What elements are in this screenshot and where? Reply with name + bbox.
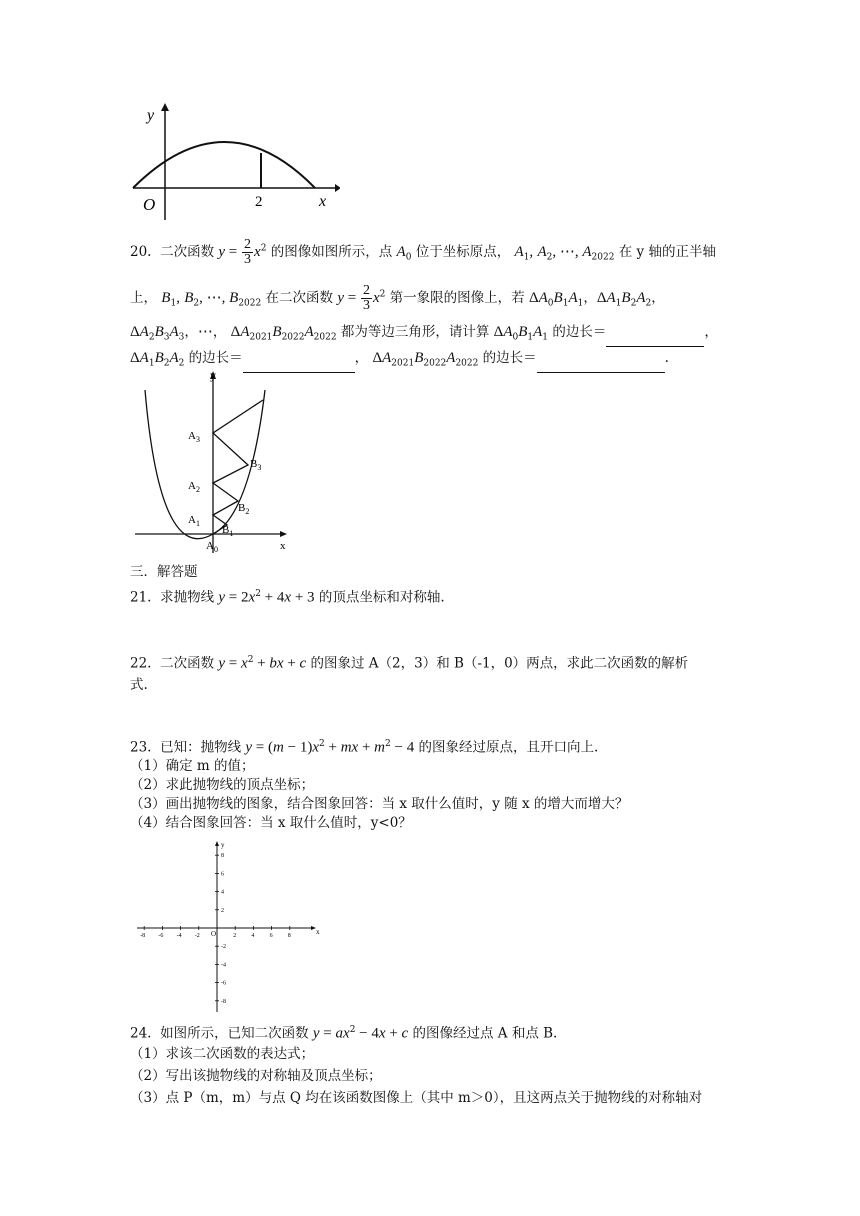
text: ， [212,324,227,340]
parabola-curve [133,142,315,188]
section-heading: 三．解答题 [130,564,198,580]
label-a1: $A_1$ [188,514,200,528]
text: 的边长＝ [188,350,243,366]
q21: 21. 求抛物线 $y = 2x^2 + 4x + 3$ 的顶点坐标和对称轴. [130,589,445,606]
coordinate-grid [135,838,325,1014]
label-b1: $B_1$ [222,524,234,538]
text: ， [583,290,597,306]
x-tick-label: 6 [269,933,273,939]
text: 的边长＝ [482,350,537,366]
tick-label-2: 2 [255,194,263,210]
text: 已知：抛物线 [160,739,242,756]
q23-line1: 23. 已知：抛物线 $y = (m - 1)x^2$ + mx + $m^2 - 4$ 的图象经过原点，且开口向上. [130,739,599,756]
text: 都为等边三角形，请计算 [340,324,490,340]
x-tick-label: 8 [287,933,291,939]
answer-blank[interactable] [606,332,704,347]
q23-item-2: （2）求此抛物线的顶点坐标； [130,777,315,793]
text: 求抛物线 [160,589,215,606]
answer-blank[interactable] [537,358,665,373]
grid-ticks [140,853,291,1005]
y-tick-label: -6 [221,980,226,987]
text: ， [651,290,665,306]
label-a3: $A_3$ [188,430,200,444]
q20-line1: 20. 二次函数 y = $\frac{2}{3}$ $x^2$ 的图像如图所示，点 $A_0$ 位于坐标原点， $A_1$, $A_2$, ⋯, $A_{2022}$ 在 y 轴的正半轴 [130,237,716,267]
text: 二次函数 [160,655,215,672]
label-a0: $A_0$ [206,540,218,554]
text: 如图所示，已知二次函数 [160,1025,309,1042]
q23-item-1: （1）确定 m 的值； [130,758,255,774]
text: ， [184,324,198,340]
q24-item-2: （2）写出该抛物线的对称轴及顶点坐标； [130,1068,382,1084]
y-tick-label: -2 [221,944,226,951]
text: ， [704,324,718,340]
x-tick-label: 4 [251,933,255,939]
x-tick-label: -2 [194,933,200,939]
x-tick-label: -6 [158,933,164,939]
text: . [664,350,669,366]
x-axis-label: x [280,540,286,552]
text: 在 y 轴的正半轴 [618,244,716,260]
question-number: 22. [130,655,152,672]
text: 二次函数 [160,244,215,260]
text: 在二次函数 [265,290,334,306]
text: 的边长＝ [552,324,607,340]
q24-item-1: （1）求该二次函数的表达式； [130,1046,315,1062]
x-axis-label: x [316,928,320,936]
q20-line3: $\Delta A_2B_3A_3$，⋯， $\Delta A_{2021}B_{2022}A_{2022}$ 都为等边三角形，请计算 $\Delta A_0B_1A_1$ 的边长＝ ， [130,323,718,347]
text: 的图像经过点 A 和点 B. [412,1025,558,1042]
question-number: 21. [130,589,152,606]
text: 第一象限的图像上，若 [389,290,525,306]
text: ， [354,350,369,366]
x-tick-label: -4 [176,933,182,939]
question-number: 23. [130,739,152,756]
text: 的图象经过原点，且开口向上. [418,739,599,756]
y-axis-label: y [221,841,225,849]
y-tick-label: -8 [221,998,226,1005]
origin-label: O [211,930,217,938]
q24-item-3: （3）点 P（m，m）与点 Q 均在该函数图像上（其中 m＞0），且这两点关于抛物线的对称轴对 [130,1090,703,1106]
y-tick-label: 4 [221,889,224,896]
figure-19-graph [125,100,340,225]
y-tick-label: -4 [221,962,226,969]
q20-line2: 上， $B_1$, $B_2$, ⋯, $B_{2022}$ 在二次函数 y = $\frac{2}{3}$ $x^2$ 第一象限的图像上，若 $\Delta A_0B_1A_1$，$\Delta A_1B_2A_2$， [130,283,665,313]
y-tick-label: 6 [221,871,224,878]
label-b3: $B_3$ [250,458,262,472]
question-number: 24. [130,1025,152,1042]
figure-20-triangles [130,365,300,560]
q23-item-4: （4）结合图象回答：当 x 取什么值时，y<0？ [130,815,412,831]
label-a2: $A_2$ [188,480,200,494]
q24-line1: 24. 如图所示，已知二次函数 $y = ax^2 - 4x + c$ 的图像经过点 A 和点 B. [130,1025,558,1042]
question-number: 20. [130,244,152,260]
text: 的图象过 A（2，3）和 B（-1，0）两点，求此二次函数的解析 [310,655,689,672]
y-axis-label: y [210,368,216,382]
y-tick-label: 8 [221,853,224,860]
text: 的图像如图所示，点 [270,244,393,260]
text: 位于坐标原点， [415,244,511,260]
x-tick-label: 2 [233,933,237,939]
q20-line4: $\Delta A_1B_2A_2$ 的边长＝ ， $\Delta A_{2021}B_{2022}A_{2022}$ 的边长＝ . [130,349,669,373]
y-axis-label: y [147,107,155,124]
text: 上， [130,290,157,306]
q22-line1: 22. 二次函数 $y = x^2$ + bx + c 的图象过 A（2，3）和 B（-1，0）两点，求此二次函数的解析 [130,655,689,672]
y-tick-label: 2 [221,907,224,914]
x-tick-label: -8 [140,933,146,939]
label-b2: $B_2$ [238,502,250,516]
q23-item-3: （3）画出抛物线的图象，结合图象回答：当 x 取什么值时，y 随 x 的增大而增大？ [130,796,629,812]
x-axis-label: x [319,193,327,210]
origin-label: O [143,195,156,214]
q22-line2: 式. [130,677,148,693]
text: 的顶点坐标和对称轴. [318,589,445,606]
